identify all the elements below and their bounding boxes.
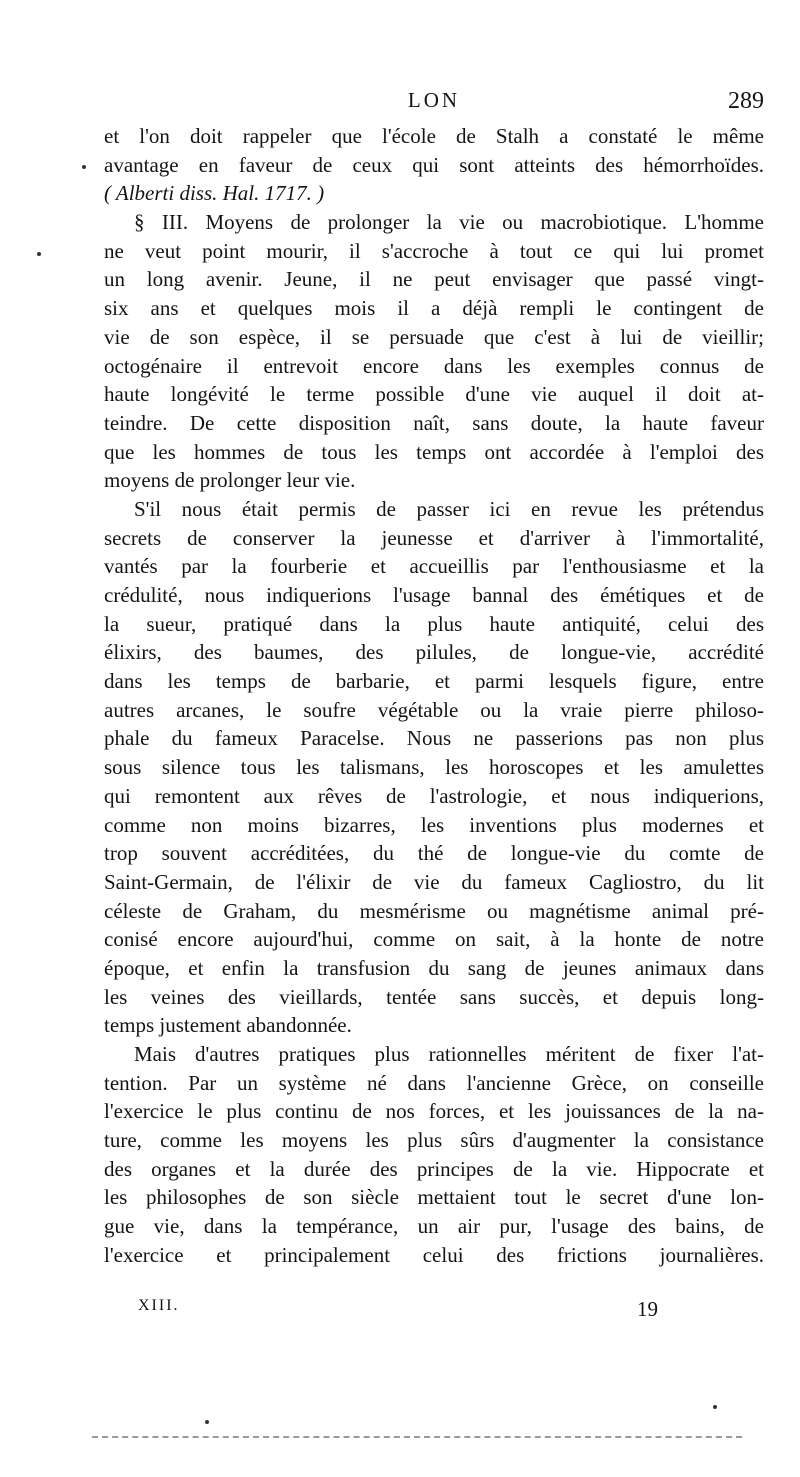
text-line: dans les temps de barbarie, et parmi lesquels figure, entre: [104, 669, 764, 694]
text-line: teindre. De cette disposition naît, sans doute, la haute faveur: [104, 410, 764, 435]
text-line: moyens de prolonger leur vie.: [104, 468, 356, 493]
text-line: vantés par la fourberie et accueillis par l'enthousiasme et la: [104, 554, 764, 579]
text-line: l'exercice et principalement celui des frictions journalières.: [104, 1242, 764, 1267]
ink-speck: [82, 165, 86, 169]
text-line: secrets de conserver la jeunesse et d'arriver à l'immortalité,: [104, 525, 764, 550]
text-line: ture, comme les moyens les plus sûrs d'augmenter la consistance: [104, 1128, 764, 1153]
text-line: phale du fameux Paracelse. Nous ne passerions pas non plus: [104, 726, 764, 751]
signature-folio: 19: [637, 1297, 658, 1321]
text-line: Saint-Germain, de l'élixir de vie du fameux Cagliostro, du lit: [104, 869, 764, 894]
text-line: ne veut point mourir, il s'accroche à tout ce qui lui promet: [104, 238, 764, 263]
page-header: [104, 88, 764, 120]
scan-edge-rule: [92, 1436, 742, 1438]
text-line: céleste de Graham, du mesmérisme ou magnétisme animal pré-: [104, 898, 764, 923]
text-line: six ans et quelques mois il a déjà rempli le contingent de: [104, 296, 764, 321]
text-line: élixirs, des baumes, des pilules, de longue-vie, accrédité: [104, 640, 764, 665]
text-line: comme non moins bizarres, les inventions plus modernes et: [104, 812, 764, 837]
text-line: octogénaire il entrevoit encore dans les exemples connus de: [104, 353, 764, 378]
page-number: 289: [728, 88, 764, 114]
text-line: les veines des vieillards, tentée sans succès, et depuis long-: [104, 984, 764, 1009]
text-line: que les hommes de tous les temps ont accordée à l'emploi des: [104, 439, 764, 464]
ink-speck: [713, 1405, 717, 1409]
paragraph-start-line: Mais d'autres pratiques plus rationnelles méritent de fixer l'at-: [134, 1042, 764, 1066]
text-line: qui remontent aux rêves de l'astrologie, et nous indiquerions,: [104, 783, 764, 808]
text-line: crédulité, nous indiquerions l'usage bannal des émétiques et de: [104, 583, 764, 607]
text-line: autres arcanes, le soufre végétable ou la vraie pierre philoso-: [104, 697, 764, 722]
text-line: époque, et enfin la transfusion du sang de jeunes animaux dans: [104, 955, 764, 980]
ink-speck: [37, 252, 41, 256]
signature-mark: XIII.: [138, 1297, 180, 1314]
text-line: trop souvent accréditées, du thé de longue-vie du comte de: [104, 841, 764, 866]
section-heading-line: § III. Moyens de prolonger la vie ou macrobiotique. L'homme: [134, 210, 764, 235]
ink-speck: [205, 1420, 209, 1424]
body-text: [104, 122, 764, 1270]
text-line: vie de son espèce, il se persuade que c'est à lui de vieillir;: [104, 324, 764, 349]
text-line: un long avenir. Jeune, il ne peut envisager que passé vingt-: [104, 267, 764, 292]
text-line: tention. Par un système né dans l'ancienne Grèce, on conseille: [104, 1070, 764, 1095]
text-line: la sueur, pratiqué dans la plus haute antiquité, celui des: [104, 611, 764, 636]
text-line: avantage en faveur de ceux qui sont atteints des hémorrhoïdes.: [104, 152, 764, 177]
text-line: des organes et la durée des principes de la vie. Hippocrate et: [104, 1156, 764, 1181]
text-line: et l'on doit rappeler que l'école de Stalh a constaté le même: [104, 124, 764, 148]
page-footer: [138, 1297, 658, 1327]
text-line: gue vie, dans la tempérance, un air pur, l'usage des bains, de: [104, 1214, 764, 1239]
text-line: l'exercice le plus continu de nos forces, et les jouissances de la na-: [104, 1099, 764, 1124]
text-line: haute longévité le terme possible d'une vie auquel il doit at-: [104, 382, 764, 407]
text-line: temps justement abandonnée.: [104, 1013, 352, 1038]
paragraph-start-line: S'il nous était permis de passer ici en revue les prétendus: [134, 496, 764, 521]
text-line: sous silence tous les talismans, les horoscopes et les amulettes: [104, 755, 764, 780]
running-head: LON: [407, 88, 461, 112]
text-line: les philosophes de son siècle mettaient tout le secret d'une lon-: [104, 1185, 764, 1210]
text-line: conisé encore aujourd'hui, comme on sait, à la honte de notre: [104, 927, 764, 952]
citation-line: ( Alberti diss. Hal. 1717. ): [104, 181, 325, 206]
